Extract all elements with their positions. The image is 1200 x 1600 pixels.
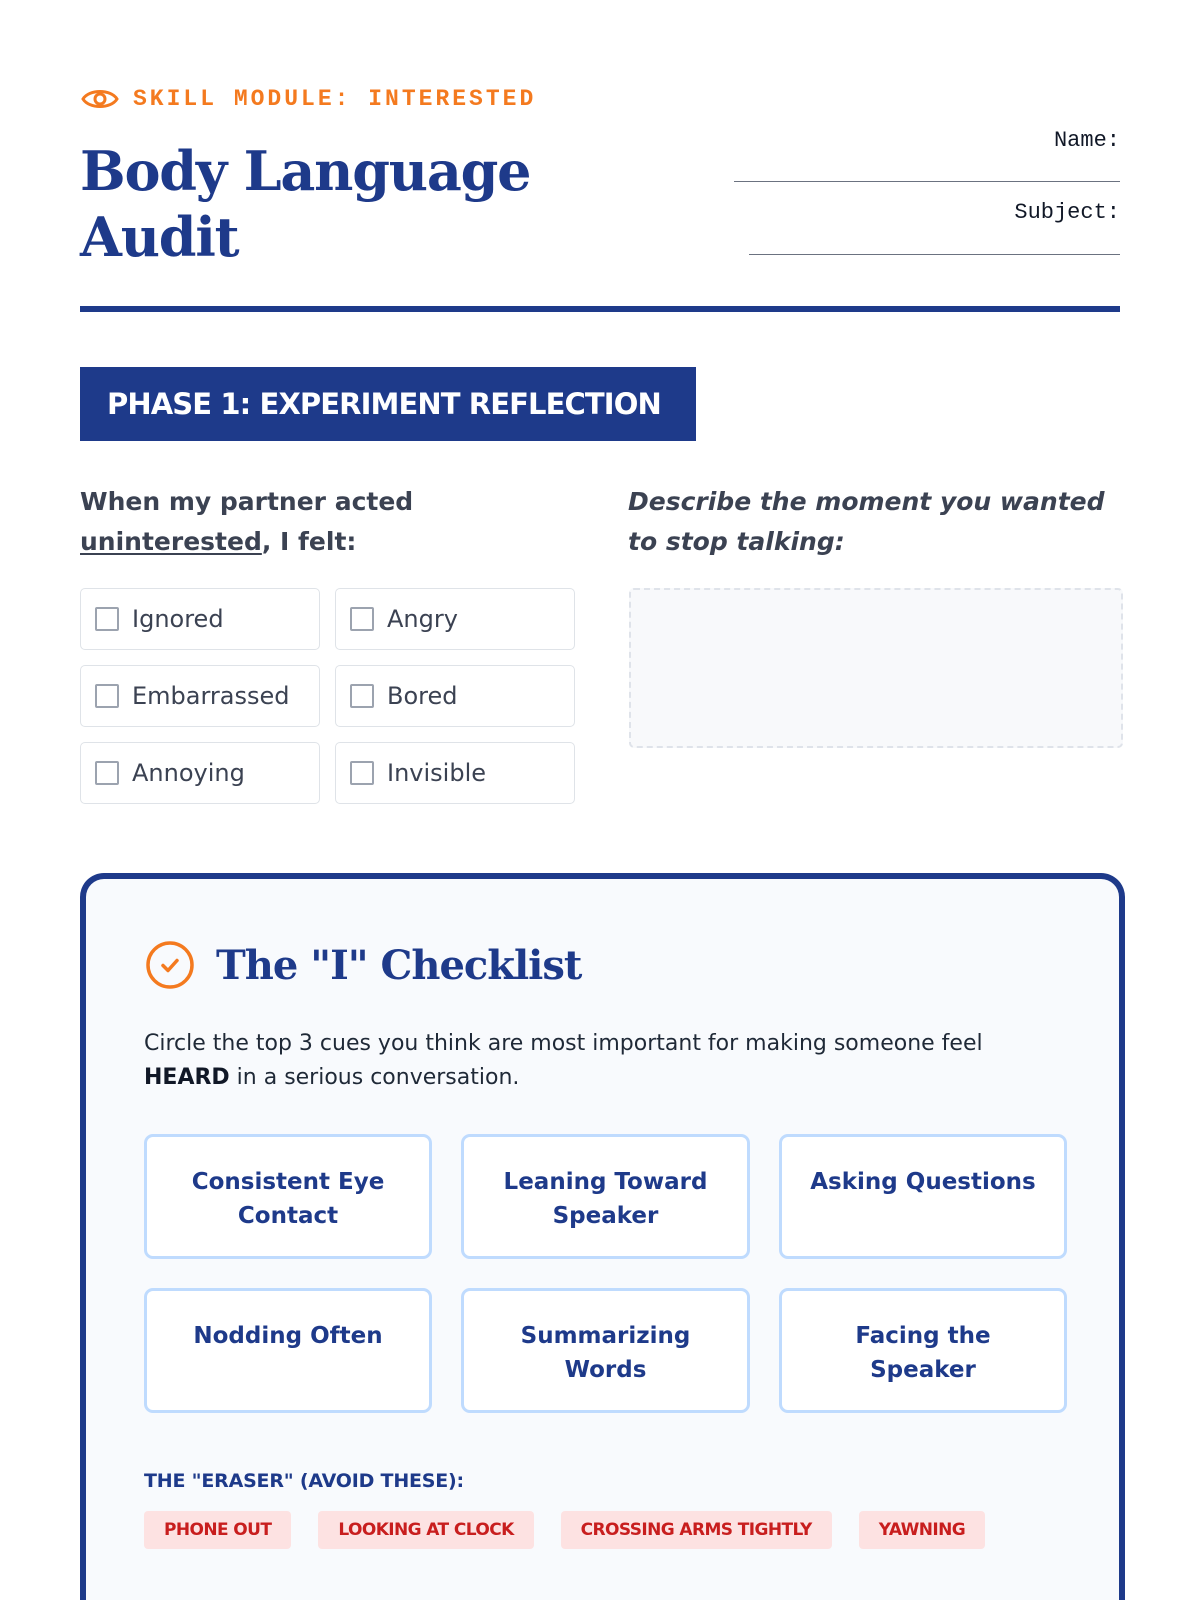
- eraser-chip: CROSSING ARMS TIGHTLY: [561, 1511, 832, 1549]
- checkbox[interactable]: [350, 761, 374, 785]
- eraser-heading: THE "ERASER" (AVOID THESE):: [144, 1470, 464, 1492]
- check-circle-icon: [144, 939, 196, 991]
- feeling-label: Ignored: [132, 605, 224, 633]
- checklist-title: The "I" Checklist: [216, 941, 582, 989]
- checkbox[interactable]: [95, 607, 119, 631]
- cue-card-asking-questions[interactable]: Asking Questions: [779, 1134, 1067, 1259]
- cue-card-eye-contact[interactable]: Consistent Eye Contact: [144, 1134, 432, 1259]
- subject-label: Subject:: [1014, 200, 1120, 225]
- name-label: Name:: [1053, 128, 1120, 153]
- instruction-prefix: Circle the top 3 cues you think are most important for making someone feel: [144, 1031, 983, 1056]
- feelings-prompt-prefix: When my partner acted: [80, 487, 414, 516]
- header-divider: [80, 306, 1120, 312]
- cue-card-facing-speaker[interactable]: Facing the Speaker: [779, 1288, 1067, 1413]
- feeling-label: Invisible: [387, 759, 486, 787]
- module-tag: [81, 86, 536, 112]
- checkbox[interactable]: [95, 684, 119, 708]
- moment-prompt: Describe the moment you wanted to stop talking:: [628, 487, 1105, 556]
- cue-card-nodding[interactable]: Nodding Often: [144, 1288, 432, 1413]
- feeling-option-embarrassed[interactable]: [80, 665, 320, 727]
- phase-banner: [80, 367, 696, 441]
- feelings-prompt-suffix: , I felt:: [261, 527, 357, 556]
- checkbox[interactable]: [350, 607, 374, 631]
- eraser-chip: YAWNING: [859, 1511, 985, 1549]
- feeling-label: Bored: [387, 682, 458, 710]
- feeling-label: Angry: [387, 605, 458, 633]
- feeling-option-angry[interactable]: [335, 588, 575, 650]
- i-checklist-card: [80, 873, 1125, 1600]
- cue-grid: [144, 1134, 1067, 1413]
- instruction-emphasis: HEARD: [144, 1065, 230, 1090]
- feeling-option-invisible[interactable]: [335, 742, 575, 804]
- subject-field[interactable]: [749, 254, 1120, 255]
- module-tag-text: SKILL MODULE: INTERESTED: [133, 86, 537, 112]
- eraser-chip: PHONE OUT: [144, 1511, 291, 1549]
- checklist-header: [144, 939, 581, 991]
- cue-card-summarizing[interactable]: Summarizing Words: [461, 1288, 750, 1413]
- cue-card-leaning-toward[interactable]: Leaning Toward Speaker: [461, 1134, 750, 1259]
- page-title: Body Language Audit: [80, 139, 531, 269]
- eraser-chip: LOOKING AT CLOCK: [318, 1511, 533, 1549]
- feelings-checklist: [80, 588, 576, 804]
- checkbox[interactable]: [95, 761, 119, 785]
- phase-banner-text: PHASE 1: EXPERIMENT REFLECTION: [107, 387, 661, 421]
- feeling-option-annoying[interactable]: [80, 742, 320, 804]
- feeling-option-bored[interactable]: [335, 665, 575, 727]
- feelings-prompt-emphasis: uninterested: [80, 527, 262, 556]
- feeling-label: Annoying: [132, 759, 245, 787]
- moment-answer-box[interactable]: [629, 588, 1123, 748]
- feeling-label: Embarrassed: [132, 682, 290, 710]
- eraser-chip-list: [144, 1511, 985, 1549]
- feelings-prompt: [80, 482, 590, 562]
- eye-icon: [81, 86, 119, 112]
- instruction-suffix: in a serious conversation.: [229, 1065, 520, 1090]
- checklist-instruction: [144, 1027, 1074, 1095]
- name-field[interactable]: [734, 181, 1120, 182]
- checkbox[interactable]: [350, 684, 374, 708]
- feeling-option-ignored[interactable]: [80, 588, 320, 650]
